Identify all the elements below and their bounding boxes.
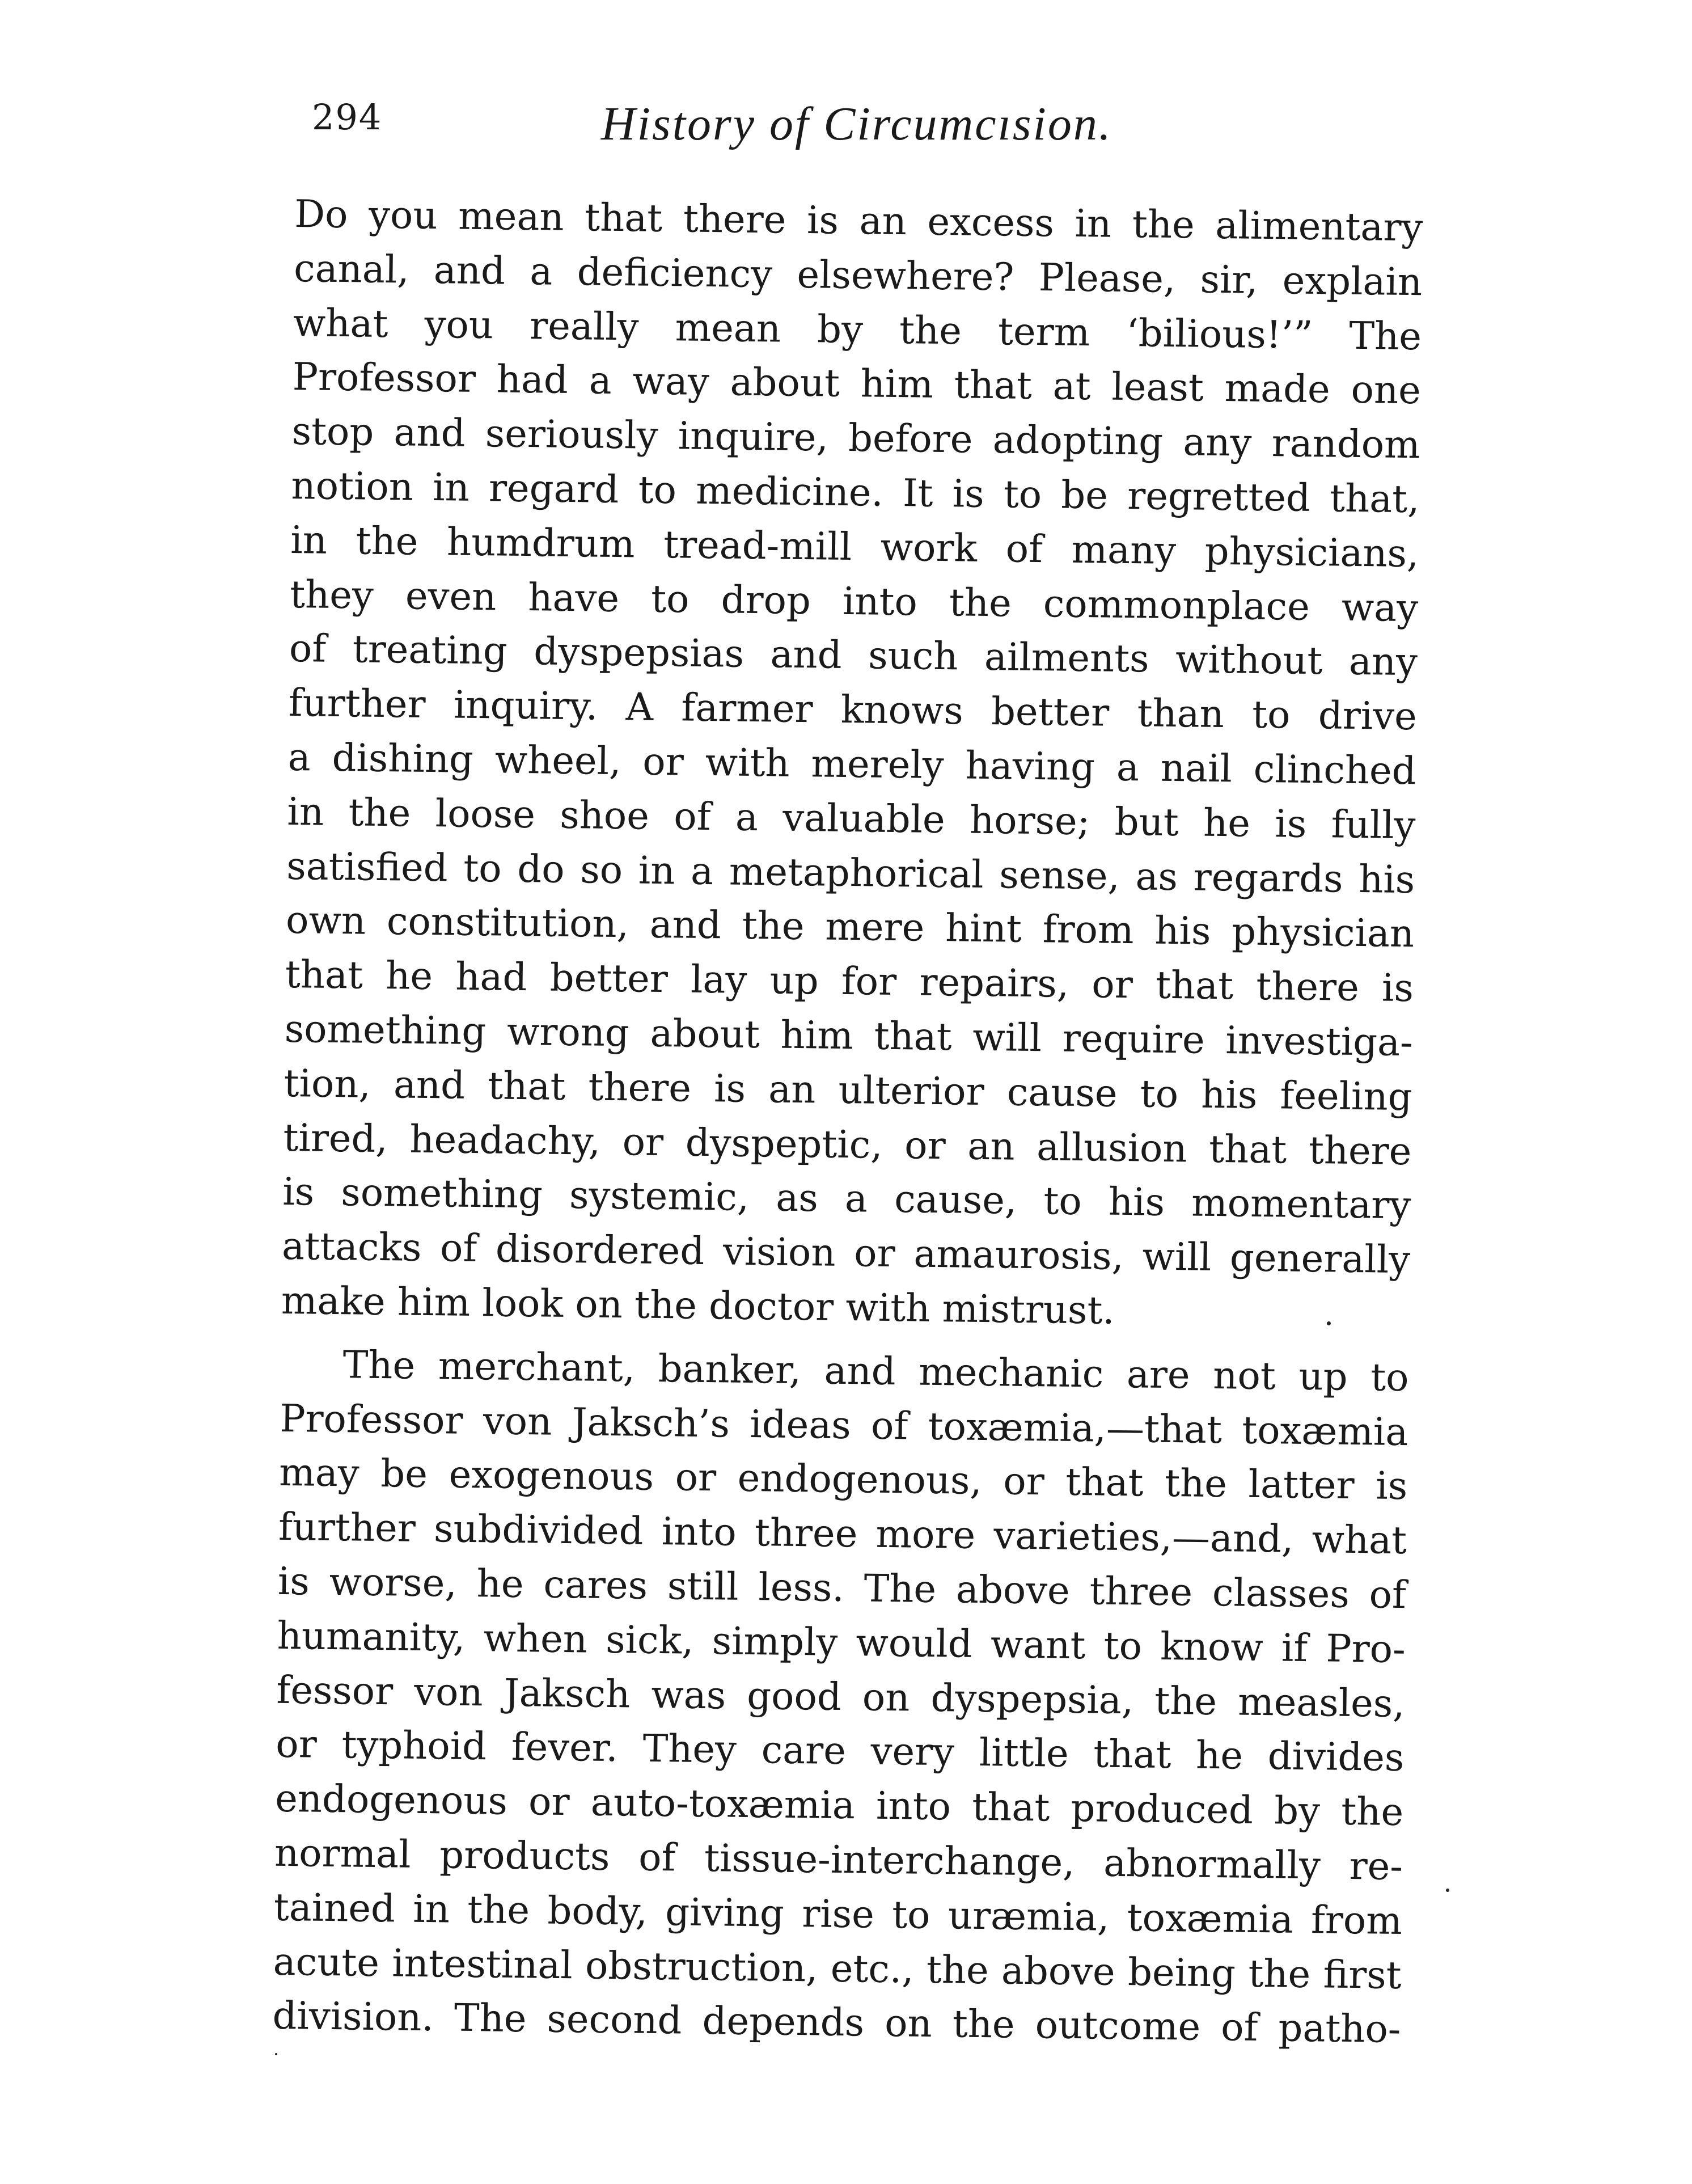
text-line: attacks of disordered vision or amaurosis, will generally [281, 1224, 1411, 1282]
paragraph-1 [281, 187, 1423, 1342]
text-line: in the loose shoe of a valuable horse; but he is fully [287, 789, 1416, 847]
text-line: is something systemic, as a cause, to his momentary [282, 1169, 1411, 1228]
print-speck [1327, 1321, 1331, 1325]
text-line: that he had better lay up for repairs, or that there is [285, 952, 1414, 1011]
text-line: tion, and that there is an ulterior cause to his feeling [284, 1061, 1413, 1119]
print-speck [1446, 1889, 1449, 1892]
text-line: canal, and a deficiency elsewhere? Please, sir, explain [293, 246, 1423, 305]
text-line: normal products of tissue-interchange, abnormally re- [274, 1830, 1403, 1889]
text-line: make him look on the doctor with mistrust. [281, 1278, 1115, 1333]
text-line: further inquiry. A farmer knows better than to drive [288, 681, 1418, 739]
text-line: stop and seriously inquire, before adopting any random [291, 409, 1421, 467]
text-line: tained in the body, giving rise to uræmia, toxæmia from [273, 1885, 1403, 1943]
text-line: further subdivided into three more varieties,—and, what [278, 1504, 1407, 1563]
text-line: they even have to drop into the commonplace way [289, 572, 1419, 630]
text-line: a dishing wheel, or with merely having a nail clinched [287, 734, 1417, 793]
text-line: humanity, when sick, simply would want to know if Pro- [277, 1613, 1406, 1671]
page-number: 294 [312, 96, 383, 138]
text-line: in the humdrum tread-mill work of many physicians, [290, 517, 1419, 576]
text-line: is worse, he cares still less. The above three classes of [277, 1558, 1407, 1617]
body-text [272, 187, 1423, 2057]
text-line: may be exogenous or endogenous, or that the latter is [278, 1450, 1408, 1509]
text-line: acute intestinal obstruction, etc., the above being the first [273, 1939, 1402, 1997]
text-line: notion in regard to medicine. It is to be regretted that, [291, 463, 1420, 522]
text-line: satisfied to do so in a metaphorical sense, as regards his [286, 843, 1415, 902]
running-title: History of Circumcısion. [601, 98, 1113, 150]
text-line: something wrong about him that will require investiga- [284, 1006, 1414, 1065]
text-line: division. The second depends on the outcome of patho- [272, 1993, 1401, 2052]
paragraph-2 [272, 1337, 1409, 2058]
text-line: what you really mean by the term ‘bilious!’” The [293, 300, 1422, 358]
text-line: tired, headachy, or dyspeptic, or an allusion that there [283, 1115, 1412, 1173]
text-line: Professor had a way about him that at least made one [292, 354, 1422, 413]
text-line: or typhoid fever. They care very little that he divides [275, 1722, 1405, 1780]
text-line: Do you mean that there is an excess in the alimentary [294, 191, 1423, 250]
print-speck [275, 2053, 277, 2055]
text-line: The merchant, banker, and mechanic are not up to [342, 1342, 1409, 1400]
text-line: fessor von Jaksch was good on dyspepsia, the measles, [276, 1667, 1405, 1726]
text-line: endogenous or auto-toxæmia into that produced by the [274, 1776, 1404, 1835]
text-line: Professor von Jaksch’s ideas of toxæmia,—that toxæmia [280, 1396, 1408, 1454]
text-line: of treating dyspepsias and such ailments without any [289, 626, 1418, 685]
page-header [312, 91, 1440, 159]
text-line: own constitution, and the mere hint from his physician [285, 898, 1415, 956]
